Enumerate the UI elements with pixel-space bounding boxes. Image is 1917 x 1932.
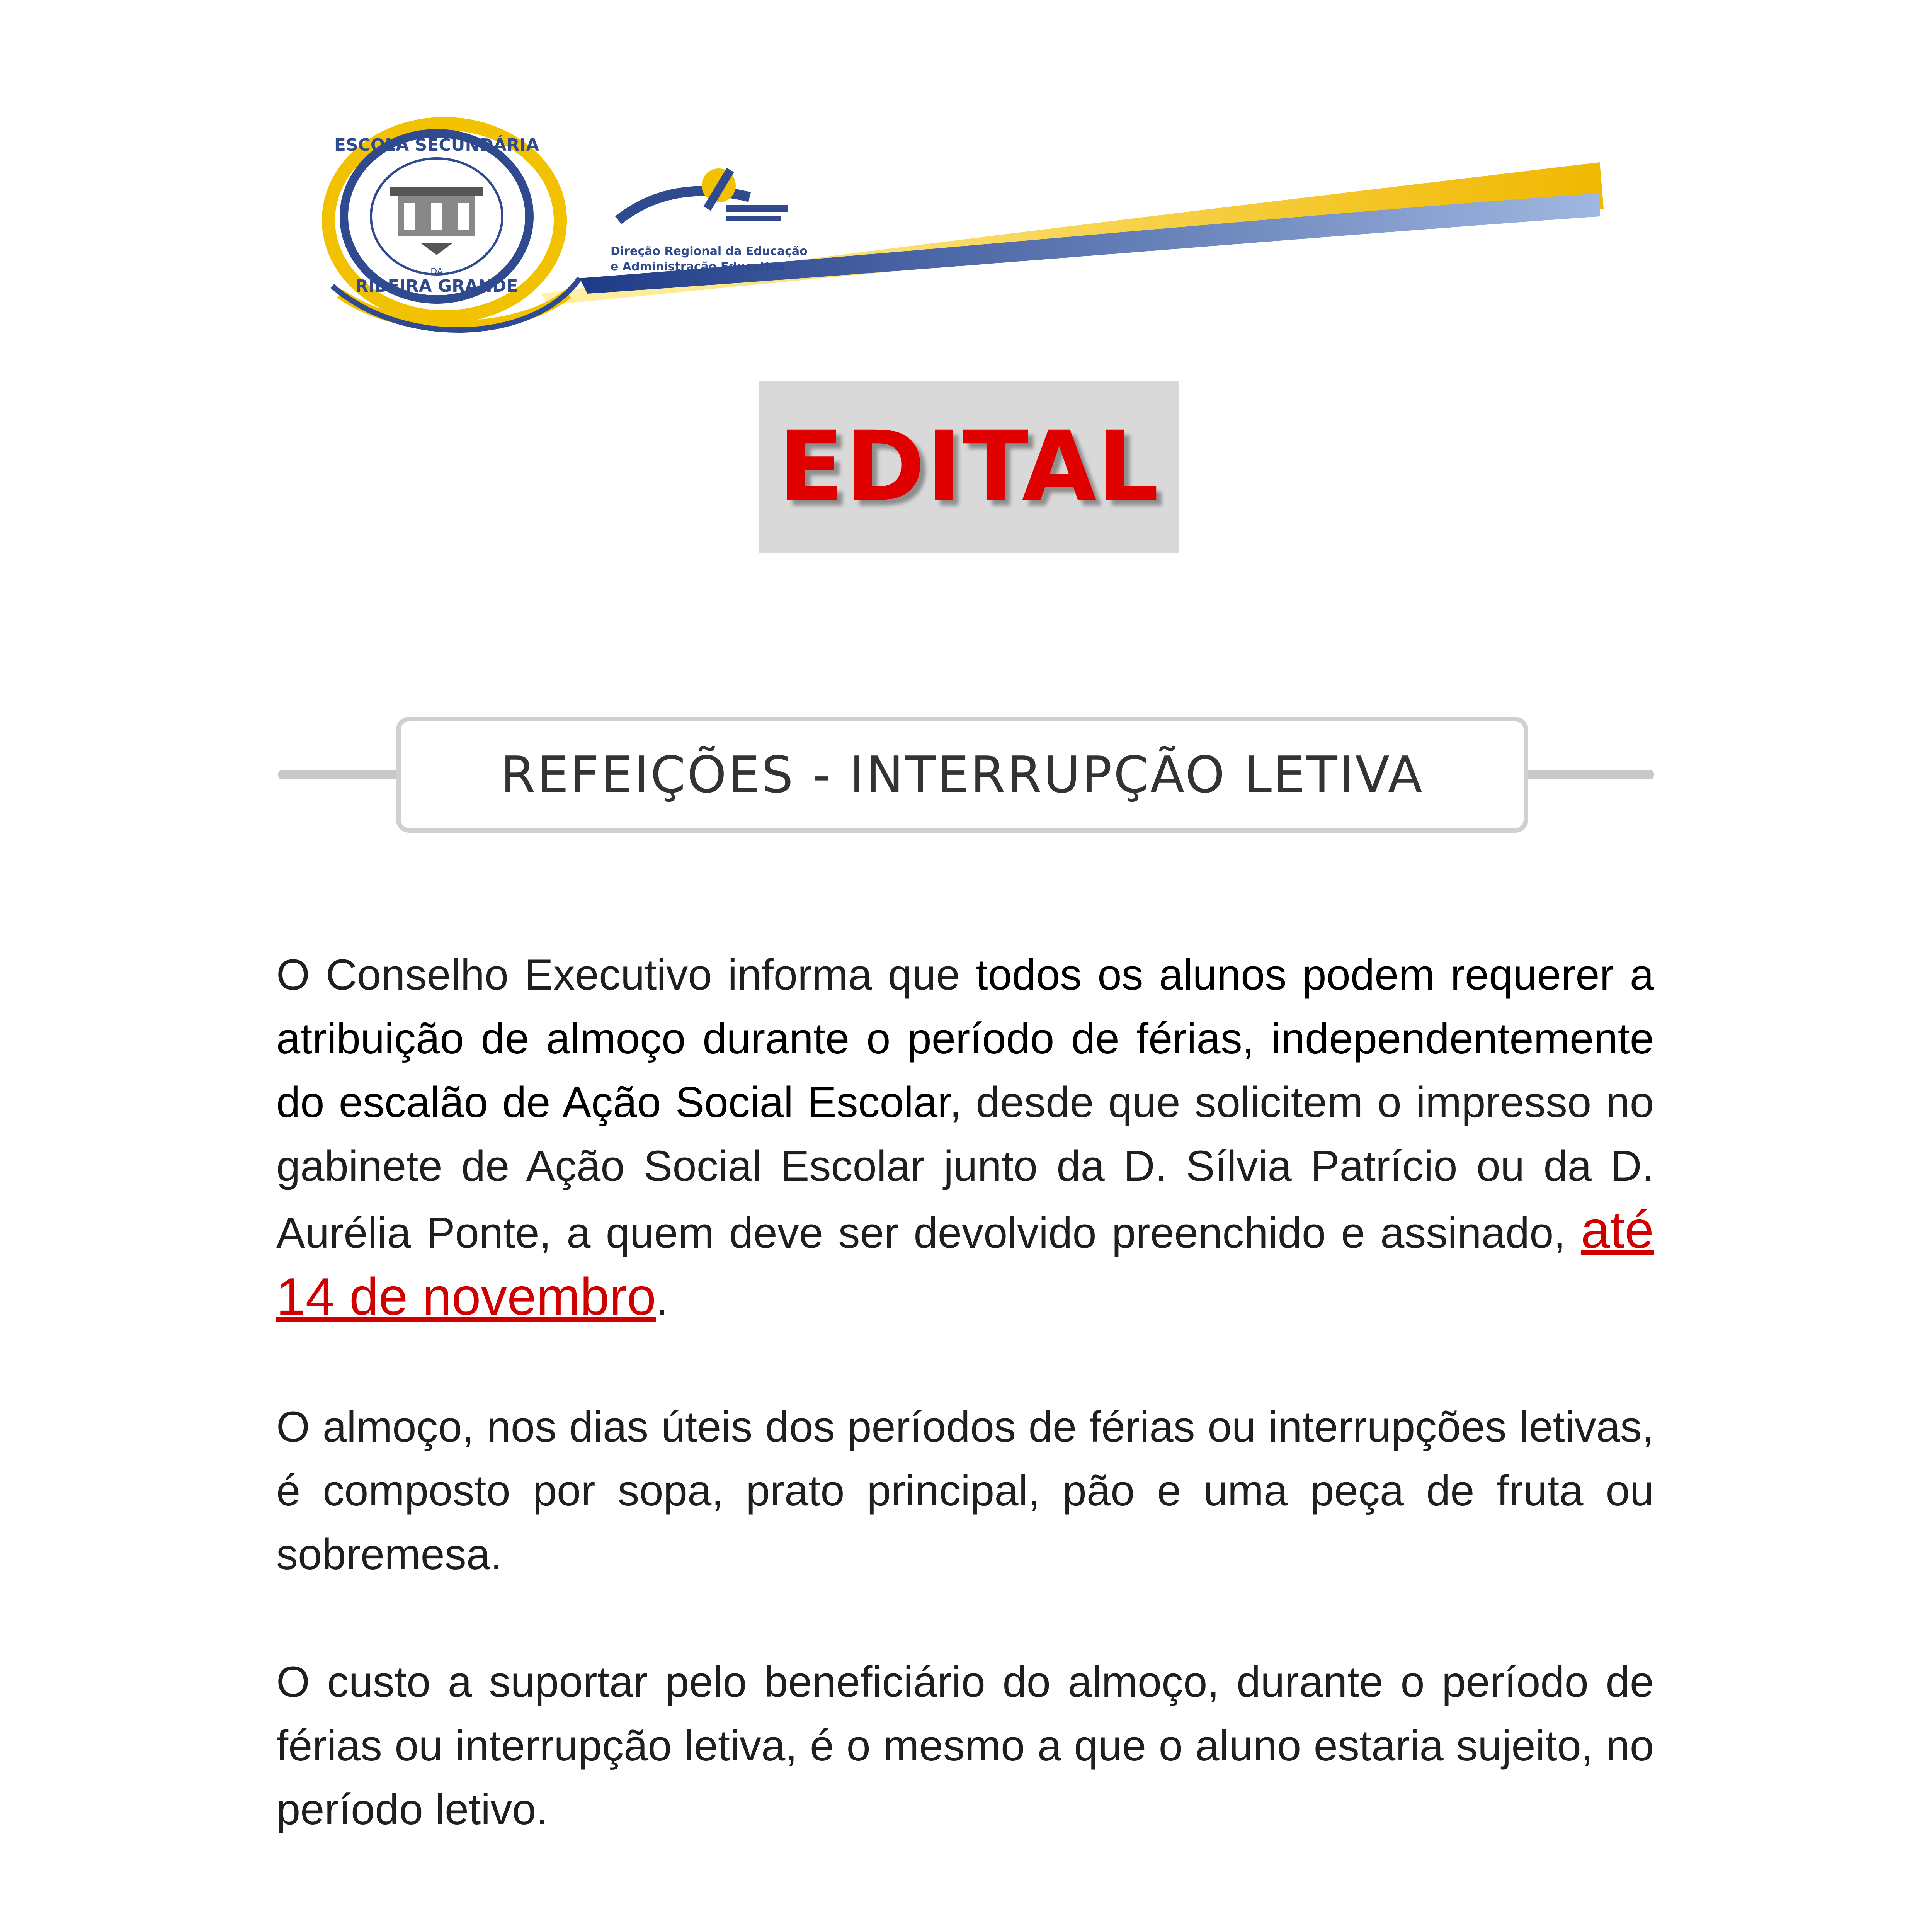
svg-text:ESCOLA SECUNDÁRIA: ESCOLA SECUNDÁRIA xyxy=(334,135,539,155)
header-swoosh xyxy=(0,0,1917,348)
paragraph-1 xyxy=(276,943,1654,1332)
p1-intro: O Conselho Executivo informa que xyxy=(276,951,976,999)
p1-rest: , desde que solicitem o impresso no gabinete de Ação Social Escolar junto da D. Sílvia Patrício ou da D. Aurélia Ponte, a quem deve ser devolvido preenchido e assinado, xyxy=(276,1078,1654,1257)
subject-title: REFEIÇÕES - INTERRUPÇÃO LETIVA xyxy=(500,745,1424,804)
svg-text:e Administração Educativa: e Administração Educativa xyxy=(611,260,785,274)
svg-text:DA: DA xyxy=(430,267,443,277)
p1-end: . xyxy=(656,1276,668,1324)
edital-title: EDITAL xyxy=(778,410,1160,523)
school-logo xyxy=(321,116,568,332)
subject-banner xyxy=(396,717,1528,833)
banner-rule-left xyxy=(278,770,406,779)
p1-bold: todos os alunos podem requerer a atribuição de almoço durante o período de férias, independentemente do escalão de Ação Social Escolar xyxy=(276,951,1654,1126)
deadline-text: até 14 de novembro xyxy=(276,1200,1654,1326)
paragraph-4 xyxy=(276,1930,1654,1932)
dreae-logo xyxy=(603,162,842,286)
paragraph-3: O custo a suportar pelo beneficiário do almoço, durante o período de férias ou interrupção letiva, é o mesmo a que o aluno estaria sujeito, no período letivo. xyxy=(276,1658,1654,1833)
paragraph-2: O almoço, nos dias úteis dos períodos de férias ou interrupções letivas, é composto por sopa, prato principal, pão e uma peça de fruta ou sobremesa. xyxy=(276,1403,1654,1578)
svg-text:RIBEIRA GRANDE: RIBEIRA GRANDE xyxy=(355,276,518,296)
edital-banner xyxy=(759,381,1179,553)
svg-text:Direção Regional da Educação: Direção Regional da Educação xyxy=(611,245,808,258)
